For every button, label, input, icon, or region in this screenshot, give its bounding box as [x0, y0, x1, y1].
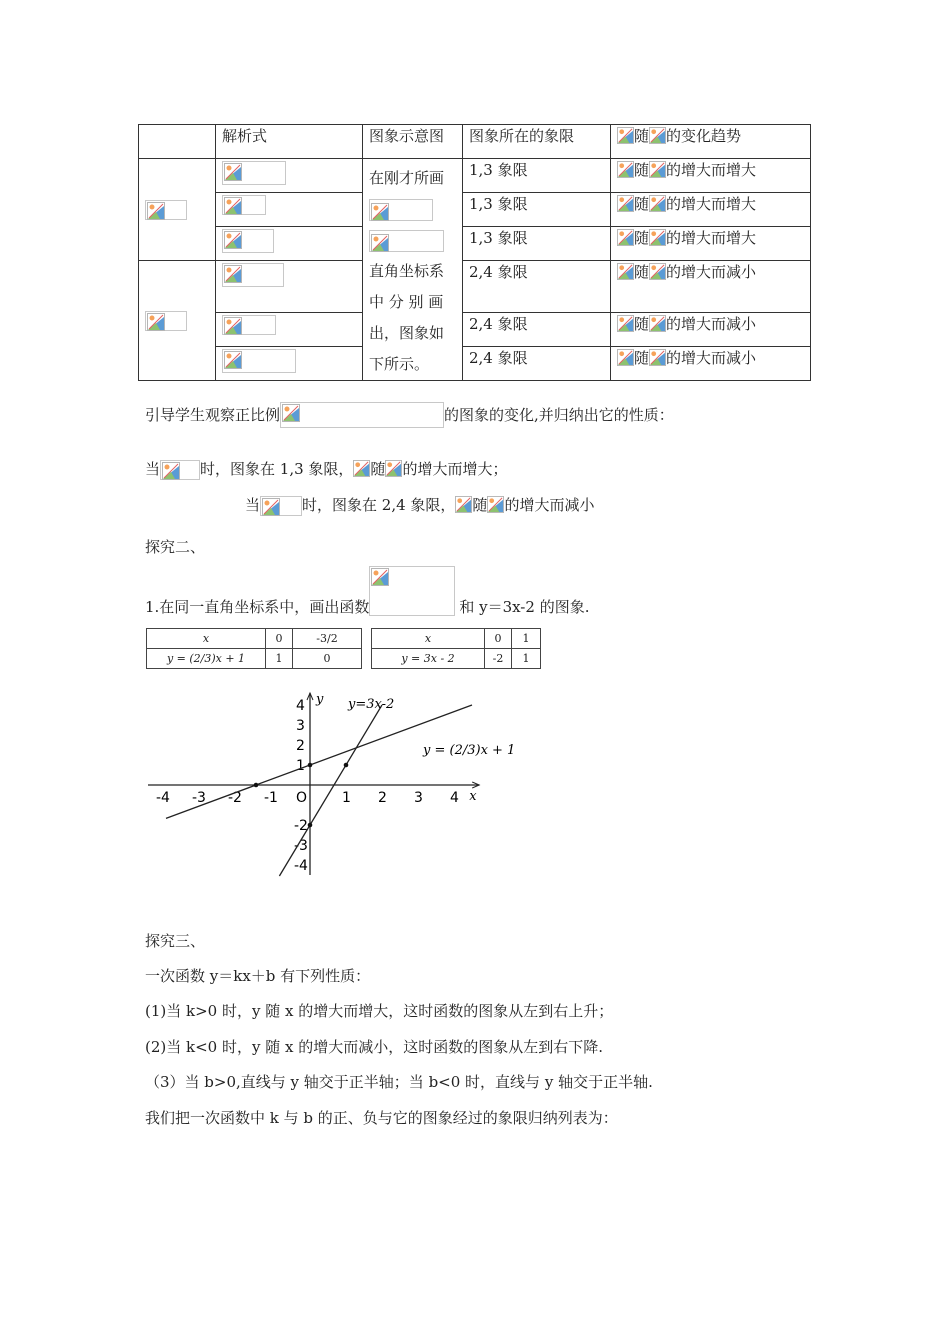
trend-text: 的增大而减小 — [666, 315, 757, 333]
broken-image-icon — [222, 263, 284, 287]
property-summary: 我们把一次函数中 k 与 b 的正、负与它的图象经过的象限归纳列表为： — [145, 1109, 618, 1127]
table-cell-empty — [139, 125, 216, 159]
x-tick-label: 2 — [378, 790, 387, 806]
broken-image-icon — [222, 229, 274, 253]
broken-image-icon — [617, 315, 634, 332]
trend-text: 的增大而减小 — [666, 349, 757, 367]
value-table-1 — [146, 628, 362, 669]
table-row — [147, 649, 362, 669]
table-cell: x — [372, 629, 485, 649]
sketch-note-cell — [363, 159, 463, 381]
when-text: 当 — [245, 496, 261, 514]
data-point — [308, 763, 313, 768]
y-tick-label: -3 — [294, 838, 308, 854]
trend-text: 的增大而增大 — [666, 161, 757, 179]
x-tick-label: -4 — [156, 790, 170, 806]
condition-2-text: 时，图象在 2,4 象限， — [302, 496, 456, 514]
table-cell: 0 — [293, 649, 362, 669]
broken-image-icon — [353, 460, 370, 477]
guide-text-a: 引导学生观察正比例 — [145, 406, 281, 424]
trend-text: 的增大而减小 — [666, 263, 757, 281]
table-row — [139, 227, 811, 261]
data-point — [254, 783, 259, 788]
table-header-row — [139, 125, 811, 159]
x-axis-label: x — [469, 789, 477, 804]
value-table-2 — [371, 628, 541, 669]
broken-image-icon — [649, 127, 666, 144]
note-line: 在刚才所画 — [369, 169, 445, 187]
table-cell: y = (2/3)x + 1 — [147, 649, 266, 669]
broken-image-icon — [260, 496, 302, 516]
note-line: 中 分 别 画 — [369, 293, 444, 311]
sui-text: 随 — [634, 349, 650, 367]
property-intro: 一次函数 y＝kx＋b 有下列性质： — [145, 967, 371, 985]
trend-text: 的增大而增大 — [666, 229, 757, 247]
header-expression: 解析式 — [216, 125, 363, 159]
table-row — [372, 649, 541, 669]
y-tick-label: 1 — [296, 758, 305, 774]
trend-cell — [611, 227, 811, 261]
table-cell: 0 — [485, 629, 512, 649]
section-heading-explore3: 探究三、 — [145, 932, 206, 950]
condition-2-trend: 的增大而减小 — [504, 496, 595, 514]
expression-cell — [216, 227, 363, 261]
sui-text: 随 — [634, 195, 650, 213]
broken-image-icon — [280, 402, 444, 428]
series-line-2 — [166, 705, 472, 818]
comparison-table — [138, 124, 811, 381]
x-tick-label: O — [296, 790, 308, 806]
k-negative-cell — [139, 261, 216, 381]
x-tick-label: -1 — [264, 790, 278, 806]
table-row — [139, 159, 811, 193]
broken-image-icon — [649, 161, 666, 178]
when-text: 当 — [145, 460, 161, 478]
broken-image-icon — [369, 566, 455, 616]
header-sui: 随 — [634, 127, 650, 145]
broken-image-icon — [649, 195, 666, 212]
broken-image-icon — [369, 230, 444, 252]
table-cell: y = 3x - 2 — [372, 649, 485, 669]
table-row — [147, 629, 362, 649]
sui-text: 随 — [472, 496, 488, 514]
quadrant-cell: 1,3 象限 — [463, 227, 611, 261]
x-tick-label: 4 — [450, 790, 459, 806]
guide-paragraph — [145, 402, 674, 428]
property-2: (2)当 k<0 时，y 随 x 的增大而减小，这时函数的图象从左到右下降. — [145, 1038, 603, 1056]
quadrant-cell: 1,3 象限 — [463, 159, 611, 193]
header-trend-label: 的变化趋势 — [666, 127, 742, 145]
note-line: 出，图象如 — [369, 324, 445, 342]
x-tick-label: -3 — [192, 790, 206, 806]
trend-cell — [611, 193, 811, 227]
property-3: （3）当 b>0,直线与 y 轴交于正半轴；当 b<0 时，直线与 y 轴交于正半轴. — [145, 1073, 653, 1091]
series-label-1: y=3x-2 — [348, 697, 395, 712]
sui-text: 随 — [634, 263, 650, 281]
expression-cell — [216, 347, 363, 381]
sui-text: 随 — [634, 229, 650, 247]
data-point — [308, 823, 313, 828]
series-label-2: y = (2/3)x + 1 — [423, 743, 516, 758]
table-row — [372, 629, 541, 649]
trend-cell — [611, 347, 811, 381]
broken-image-icon — [617, 229, 634, 246]
expression-cell — [216, 261, 363, 313]
sui-text: 随 — [634, 315, 650, 333]
broken-image-icon — [145, 311, 187, 331]
y-tick-label: -4 — [294, 858, 308, 874]
condition-line-1 — [145, 458, 507, 480]
expression-cell — [216, 193, 363, 227]
broken-image-icon — [160, 460, 200, 480]
k-positive-cell — [139, 159, 216, 261]
coordinate-chart — [140, 680, 540, 885]
broken-image-icon — [455, 496, 472, 513]
quadrant-cell: 2,4 象限 — [463, 313, 611, 347]
x-tick-label: -2 — [228, 790, 242, 806]
table-cell: -2 — [485, 649, 512, 669]
guide-text-b: 的图象的变化,并归纳出它的性质： — [444, 406, 674, 424]
y-tick-label: 2 — [296, 738, 305, 754]
broken-image-icon — [617, 127, 634, 144]
x-tick-label: 1 — [342, 790, 351, 806]
y-tick-label: 4 — [296, 698, 305, 714]
table-row — [139, 193, 811, 227]
quadrant-cell: 2,4 象限 — [463, 347, 611, 381]
series-line-1 — [279, 705, 382, 876]
broken-image-icon — [649, 263, 666, 280]
broken-image-icon — [649, 315, 666, 332]
broken-image-icon — [369, 199, 433, 221]
y-tick-label: 3 — [296, 718, 305, 734]
broken-image-icon — [617, 195, 634, 212]
broken-image-icon — [649, 349, 666, 366]
expression-cell — [216, 313, 363, 347]
table-row — [139, 261, 811, 313]
expression-cell — [216, 159, 363, 193]
header-quadrant: 图象所在的象限 — [463, 125, 611, 159]
trend-cell — [611, 159, 811, 193]
header-sketch: 图象示意图 — [363, 125, 463, 159]
property-1: (1)当 k>0 时，y 随 x 的增大而增大，这时函数的图象从左到右上升； — [145, 1002, 614, 1020]
sui-text: 随 — [634, 161, 650, 179]
sui-text: 随 — [370, 460, 386, 478]
table-cell: x — [147, 629, 266, 649]
broken-image-icon — [222, 195, 266, 215]
data-point — [344, 763, 349, 768]
broken-image-icon — [222, 161, 286, 185]
y-axis-label: y — [316, 692, 324, 707]
trend-cell — [611, 261, 811, 313]
broken-image-icon — [649, 229, 666, 246]
x-tick-label: 3 — [414, 790, 423, 806]
note-line: 直角坐标系 — [369, 262, 445, 280]
header-trend — [611, 125, 811, 159]
quadrant-cell: 2,4 象限 — [463, 261, 611, 313]
quadrant-cell: 1,3 象限 — [463, 193, 611, 227]
table-cell: -3/2 — [293, 629, 362, 649]
condition-1-text: 时，图象在 1,3 象限， — [200, 460, 354, 478]
broken-image-icon — [617, 263, 634, 280]
table-cell: 1 — [266, 649, 293, 669]
broken-image-icon — [385, 460, 402, 477]
question-1-text-a: 1.在同一直角坐标系中，画出函数 — [145, 598, 370, 616]
trend-text: 的增大而增大 — [666, 195, 757, 213]
broken-image-icon — [617, 349, 634, 366]
broken-image-icon — [222, 315, 276, 335]
question-1 — [145, 566, 589, 617]
broken-image-icon — [222, 349, 296, 373]
table-cell: 0 — [266, 629, 293, 649]
table-cell: 1 — [512, 649, 541, 669]
condition-line-2 — [245, 494, 594, 516]
section-heading-explore2: 探究二、 — [145, 538, 206, 556]
broken-image-icon — [617, 161, 634, 178]
note-line: 下所示。 — [369, 355, 430, 373]
table-cell: 1 — [512, 629, 541, 649]
question-1-text-b: 和 y＝3x-2 的图象. — [459, 598, 590, 616]
broken-image-icon — [487, 496, 504, 513]
trend-cell — [611, 313, 811, 347]
condition-1-trend: 的增大而增大； — [402, 460, 508, 478]
y-tick-label: -2 — [294, 818, 308, 834]
table-row — [139, 313, 811, 347]
broken-image-icon — [145, 200, 187, 220]
table-row — [139, 347, 811, 381]
